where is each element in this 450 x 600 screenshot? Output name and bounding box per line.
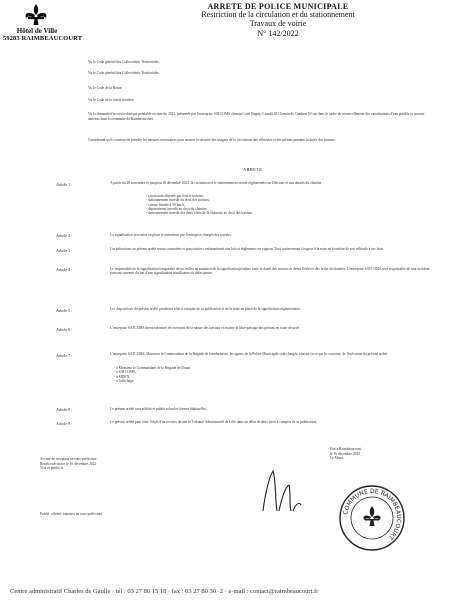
- signature-date: le 16 décembre 2022: [330, 451, 361, 456]
- document-number: N° 142/2022: [257, 29, 299, 38]
- article-6-label: Article 6 :: [56, 327, 73, 332]
- article-7-item: - à l'affichage.: [114, 378, 135, 383]
- article-7-list: [114, 366, 414, 383]
- transmission-line-2: Rendu exécutoire le 16 décembre 2022: [40, 461, 97, 466]
- article-5-text: Les dispositions du présent arrêté prendront effet à compter de sa publication et de la mise en place de la signalisation réglementaire.: [110, 307, 301, 311]
- preamble-considerant: Considérant qu'il convient de prendre les mesures nécessaires pour assurer la sécurité des usagers de la circulation des véhicules et des piétons pendant la durée des travaux.: [88, 138, 336, 142]
- town-logo: [21, 3, 51, 27]
- article-8-label: Article 8 :: [56, 407, 73, 412]
- article-1-item: - circulation alternée par feux tricolores,: [146, 194, 204, 198]
- article-1-item: - vitesse limitée à 30 km/h,: [146, 202, 185, 207]
- document-title: ARRETE DE POLICE MUNICIPALE: [207, 2, 349, 11]
- article-9-label: Article 9 :: [56, 421, 73, 426]
- article-1-list: [146, 194, 426, 215]
- article-7-item: - à SATCOMS,: [114, 370, 137, 375]
- article-1-item: - stationnement interdit au droit des travaux,: [146, 198, 210, 203]
- fleur-de-lis-icon: [21, 3, 51, 27]
- article-6-text: L'entreprise SATCOMS devra informer les riverains de la nature des travaux et assurer le libre passage des piétons en toute sécurité.: [110, 326, 301, 330]
- article-2-text: La signalisation sera mise en place et entretenue par l'entreprise chargée des travaux.: [110, 233, 232, 237]
- stamp-text: COMMUNE DE RAIMBEAUCOURT: [342, 487, 403, 541]
- article-1-label: Article 1 :: [56, 182, 73, 187]
- page-footer: Centre administratif Charles de Gaulle · tél : 03 27 80 15 18 · fax : 03 27 80 30 ·2 · e-mail : contact@raimbeaucourt.fr: [10, 588, 319, 595]
- town-postcode-label: 59283 RAIMBEAUCOURT: [3, 35, 83, 42]
- article-1-item: - stationnement interdit des deux côtés de la chaussée au droit des travaux.: [146, 211, 254, 216]
- article-4-label: Article 4 :: [56, 267, 73, 272]
- preamble-request: Vu la demande d'accord technique préalable en date du 2022, présentée par l'entreprise SATCOMS chemin Cotel Bugny, Lieudit 38 Chemin de Cambrai 59 rue dans le cadre du renouvellement des canalisations d'eau potable et travaux annexes dans la commune de Raimbeaucourt.: [88, 112, 425, 121]
- publication-note: Publié, affiché, transmis en sous-préfecture.: [40, 512, 104, 516]
- signature-role: Le Maire,: [330, 456, 345, 461]
- article-1-item: - dépassement interdit au droit du chantier,: [146, 206, 208, 211]
- preamble-vu-1: Vu le Code général des Collectivités Territoriales,: [88, 60, 160, 64]
- handwritten-signature: [255, 465, 315, 515]
- document-subject: Travaux de voirie: [249, 19, 307, 28]
- transmission-block: [40, 457, 96, 471]
- official-stamp: [338, 484, 406, 552]
- article-5-label: Article 5 :: [56, 308, 73, 313]
- town-hall-label: Hôtel de Ville: [16, 27, 58, 35]
- signature-block: [330, 447, 362, 461]
- preamble-vu-3: Vu le Code de la Route,: [88, 86, 123, 90]
- transmission-line-1: Accusé de réception en sous-préfecture: [40, 457, 97, 461]
- article-4-text: Le responsable de la signalisation temporaire devra veiller au maintien de la signalisation pendant toute la durée des travaux et devra l'enlever dès la fin du chantier. L'entreprise SATCOMS sera responsable de tout accident pouvant survenir du fait d'une signalisation insuffisante ou défectueuse.: [110, 267, 430, 276]
- article-7-label: Article 7 :: [56, 353, 73, 358]
- transmission-line-3: Visé et publié le: [40, 466, 64, 471]
- article-7-item: - à Monsieur le Commandant de la Brigade de Douai,: [114, 366, 192, 370]
- article-1-text: A partir du 28 novembre et jusqu'au 16 décembre 2022, la circulation et le stationnement seront réglementés rue Delcourt et aux abords du chantier :: [110, 181, 324, 185]
- article-3-text: Les infractions au présent arrêté seront constatées et poursuivies conformément aux lois et règlements en vigueur. Tout contrevenant s'expose à la mise en fourrière de son véhicule à ses frais.: [110, 247, 384, 251]
- article-2-label: Article 2 :: [56, 233, 73, 238]
- signature-place: Fait à Raimbeaucourt,: [330, 447, 362, 451]
- article-3-label: Article 3 :: [56, 248, 73, 253]
- preamble-vu-4: Vu le Code de la voirie routière,: [88, 98, 135, 102]
- article-8-text: Le présent arrêté sera affiché et publié selon les formes habituelles.: [110, 407, 207, 411]
- document-subtitle: Restriction de la circulation et du stationnement: [201, 10, 355, 19]
- arrete-heading: ARRETE: [243, 167, 263, 172]
- article-7-text: L'entreprise SATCOMS, Monsieur le Commandant de la Brigade de Gendarmerie, les agents de la Police Municipale sont chargés, chacun en ce qui le concerne, de l'exécution du présent arrêté.: [110, 352, 388, 356]
- preamble-vu-2: Vu le Code général des Collectivités Territoriales,: [88, 71, 160, 75]
- article-7-item: - à SIDEN,: [114, 374, 131, 379]
- article-9-text: Le présent arrêté peut faire l'objet d'un recours devant le Tribunal Administratif de Lille dans un délai de deux mois à compter de sa publication.: [110, 420, 318, 424]
